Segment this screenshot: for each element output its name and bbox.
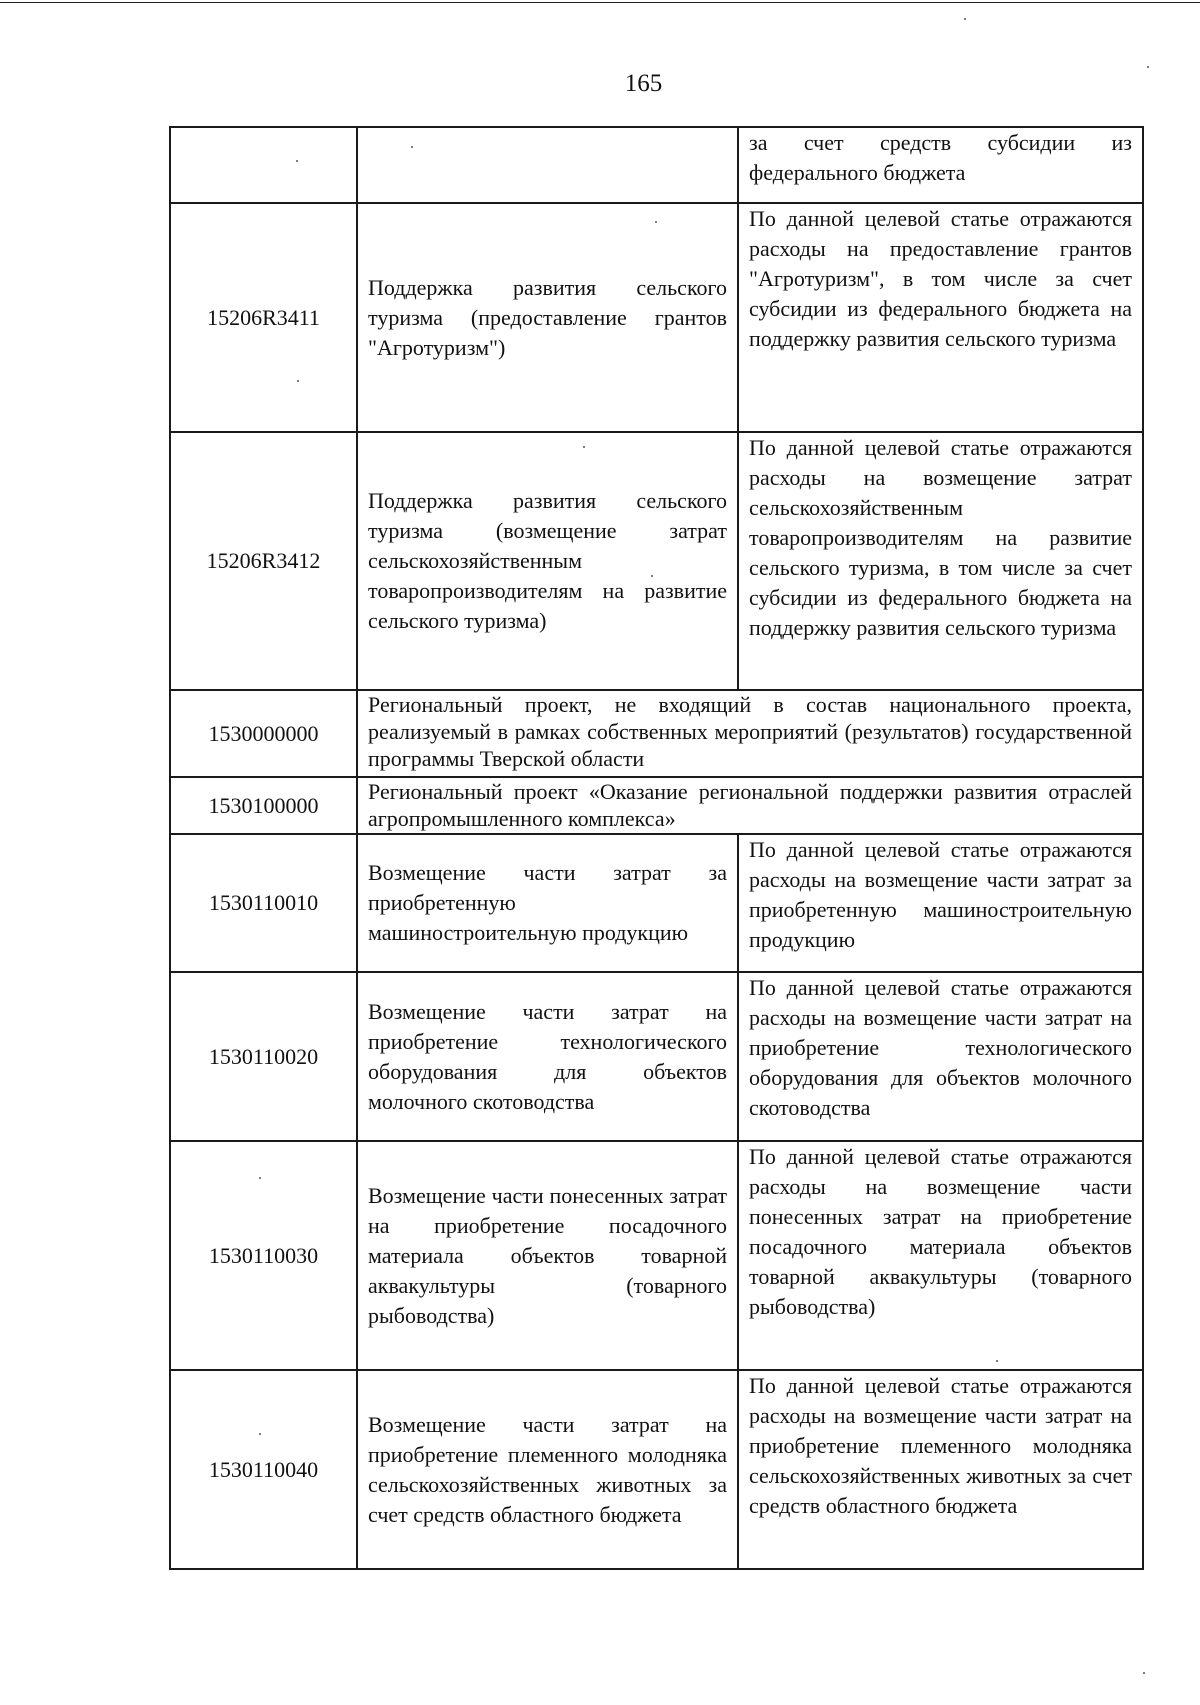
description-cell: По данной целевой статье отражаются расходы на возмещение части затрат на приобретение технологического оборудования для объектов молочного скотоводства (738, 972, 1143, 1141)
description-cell: По данной целевой статье отражаются расходы на возмещение части затрат за приобретенную машиностроительную продукцию (738, 834, 1143, 972)
description-cell: По данной целевой статье отражаются расходы на возмещение части понесенных затрат на приобретение посадочного материала объектов товарной аквакультуры (товарного рыбоводства) (738, 1141, 1143, 1370)
table-row (170, 1141, 1143, 1370)
table-row (170, 690, 1143, 777)
table-row (170, 1370, 1143, 1569)
description-cell: По данной целевой статье отражаются расходы на возмещение затрат сельскохозяйственным товаропроизводителям на развитие сельского туризма, в том числе за счет субсидии из федерального бюджета на поддержку развития сельского туризма (738, 432, 1143, 690)
name-cell: Возмещение части затрат на приобретение племенного молодняка сельскохозяйственных животных за счет средств областного бюджета (357, 1370, 738, 1569)
scan-speck (259, 1433, 261, 1435)
scan-speck (297, 380, 299, 382)
name-cell: Возмещение части затрат на приобретение технологического оборудования для объектов молочного скотоводства (357, 972, 738, 1141)
name-cell: Возмещение части понесенных затрат на приобретение посадочного материала объектов товарной аквакультуры (товарного рыбоводства) (357, 1141, 738, 1370)
scan-speck (296, 160, 298, 162)
code-cell: 1530110010 (170, 834, 357, 972)
code-cell: 1530110020 (170, 972, 357, 1141)
code-cell: 1530110040 (170, 1370, 357, 1569)
scan-speck (1147, 66, 1149, 68)
name-cell: Поддержка развития сельского туризма (предоставление грантов "Агротуризм") (357, 203, 738, 432)
code-cell: 15206R3412 (170, 432, 357, 690)
scan-edge-line (0, 2, 1200, 3)
table-row (170, 203, 1143, 432)
code-cell: 1530100000 (170, 777, 357, 834)
scan-speck (996, 1360, 998, 1362)
code-cell: 15206R3411 (170, 203, 357, 432)
description-cell: за счет средств субсидии из федерального бюджета (738, 127, 1143, 203)
table-row (170, 972, 1143, 1141)
code-cell (170, 127, 357, 203)
scan-speck (411, 146, 413, 148)
description-cell: По данной целевой статье отражаются расходы на возмещение части затрат на приобретение племенного молодняка сельскохозяйственных животных за счет средств областного бюджета (738, 1370, 1143, 1569)
budget-classification-table (169, 126, 1144, 1570)
table-row (170, 834, 1143, 972)
table-row (170, 432, 1143, 690)
code-cell: 1530110030 (170, 1141, 357, 1370)
scan-speck (583, 446, 585, 448)
name-cell (357, 127, 738, 203)
code-cell: 1530000000 (170, 690, 357, 777)
scan-speck (964, 18, 966, 20)
table-row (170, 777, 1143, 834)
name-cell: Поддержка развития сельского туризма (возмещение затрат сельскохозяйственным товаропроизводителям на развитие сельского туризма) (357, 432, 738, 690)
page-number: 165 (624, 70, 663, 97)
section-title-cell: Региональный проект, не входящий в состав национального проекта, реализуемый в рамках собственных мероприятий (результатов) государственной программы Тверской области (357, 690, 1143, 777)
section-title-cell: Региональный проект «Оказание региональной поддержки развития отраслей агропромышленного комплекса» (357, 777, 1143, 834)
table-row (170, 127, 1143, 203)
scan-speck (651, 575, 653, 577)
name-cell: Возмещение части затрат за приобретенную машиностроительную продукцию (357, 834, 738, 972)
scan-speck (1143, 1672, 1145, 1674)
description-cell: По данной целевой статье отражаются расходы на предоставление грантов "Агротуризм", в том числе за счет субсидии из федерального бюджета на поддержку развития сельского туризма (738, 203, 1143, 432)
scan-speck (655, 221, 657, 223)
scan-speck (259, 1177, 261, 1179)
